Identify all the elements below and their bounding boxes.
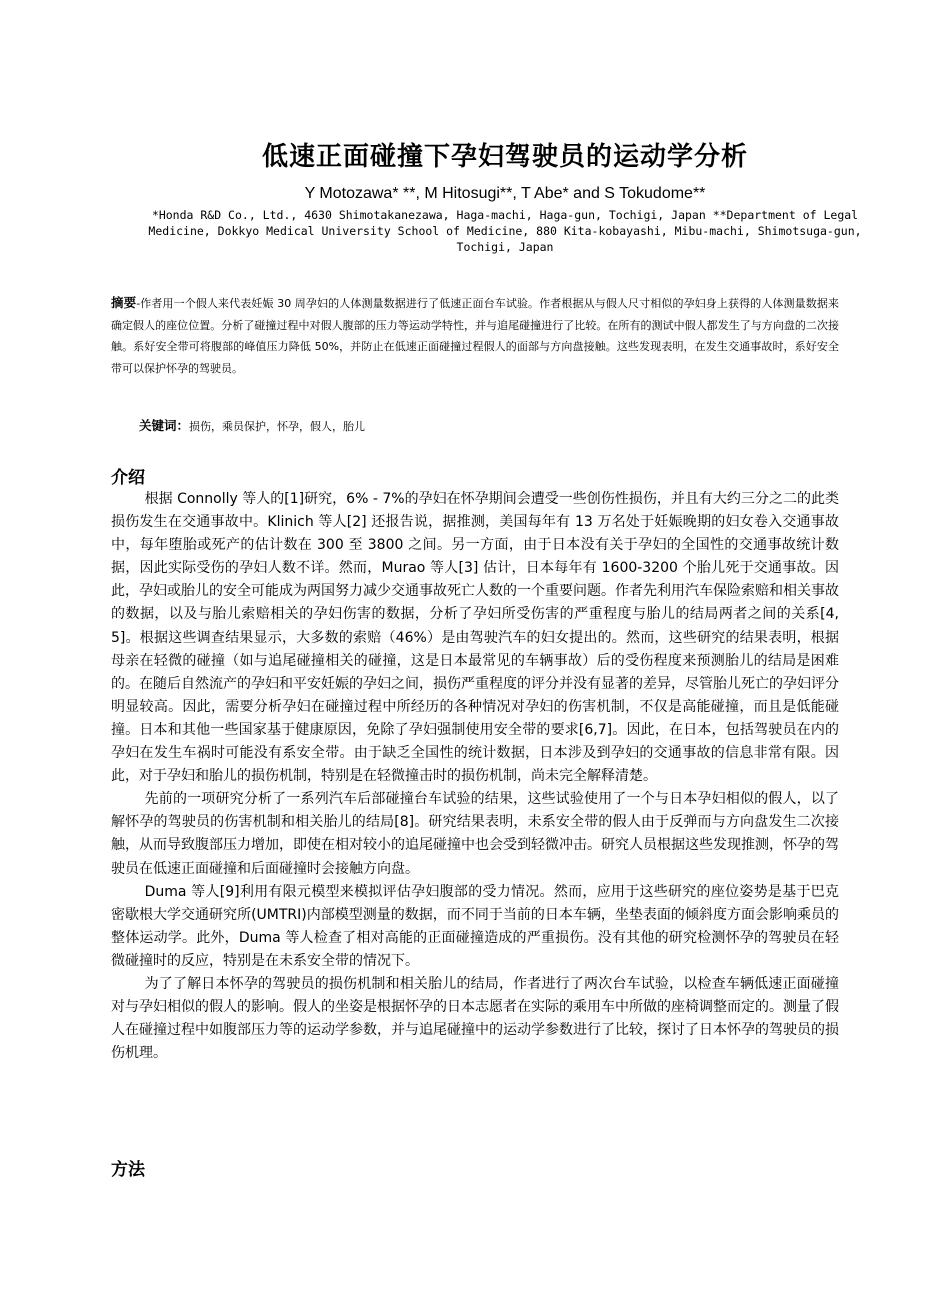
paragraph: 先前的一项研究分析了一系列汽车后部碰撞台车试验的结果，这些试验使用了一个与日本孕妇相似的假人，以了解怀孕的驾驶员的伤害机制和相关胎儿的结局[8]。研究结果表明，未系安全带的假人由于反弹而与方向盘发生二次接触，从而导致腹部压力增加，即使在相对较小的追尾碰撞中也会受到轻微冲击。研究人员根据这些发现推测，怀孕的驾驶员在低速正面碰撞和后面碰撞时会接触方向盘。 — [111, 791, 839, 877]
section-heading-introduction: 介绍 — [111, 468, 145, 488]
keywords — [139, 416, 365, 434]
paragraph: 为了了解日本怀孕的驾驶员的损伤机制和相关胎儿的结局，作者进行了两次台车试验，以检查车辆低速正面碰撞对与孕妇相似的假人的影响。假人的坐姿是根据怀孕的日本志愿者在实际的乘用车中所做的座椅调整而定的。测量了假人在碰撞过程中如腹部压力等的运动学参数，并与追尾碰撞中的运动学参数进行了比较，探讨了日本怀孕的驾驶员的损伤机理。 — [111, 975, 839, 1062]
keywords-label: 关键词： — [139, 418, 190, 433]
abstract-label: 摘要 — [111, 295, 137, 310]
affiliation: *Honda R&D Co., Ltd., 4630 Shimotakanezawa, Haga-machi, Haga-gun, Tochigi, Japan **Department of Legal Medicine, Dokkyo Medical University School of Medicine, 880 Kita-kobayashi, Mibu-machi, Shimotsuga-gun, Tochigi, Japan — [148, 208, 862, 254]
author-list: Y Motozawa* **, M Hitosugi**, T Abe* and S Tokudome** — [304, 185, 706, 202]
abstract — [111, 292, 839, 379]
abstract-text: -作者用一个假人来代表妊娠 30 周孕妇的人体测量数据进行了低速正面台车试验。作者根据从与假人尺寸相似的孕妇身上获得的人体测量数据来确定假人的座位位置。分析了碰撞过程中对假人腹部的压力等运动学特性，并与追尾碰撞进行了比较。在所有的测试中假人都发生了与方向盘的二次接触。系好安全带可将腹部的峰值压力降低 50%，并防止在低速正面碰撞过程假人的面部与方向盘接触。这些发现表明，在发生交通事故时，系好安全带可以保护怀孕的驾驶员。 — [111, 297, 839, 375]
paragraph: Duma 等人[9]利用有限元模型来模拟评估孕妇腹部的受力情况。然而，应用于这些研究的座位姿势是基于巴克密歇根大学交通研究所(UMTRI)内部模型测量的数据，而不同于当前的日本车辆，坐垫表面的倾斜度方面会影响乘员的整体运动学。此外，Duma 等人检查了相对高能的正面碰撞造成的严重损伤。没有其他的研究检测怀孕的驾驶员在轻微碰撞时的反应，特别是在未系安全带的情况下。 — [111, 883, 839, 969]
section-heading-methods: 方法 — [111, 1160, 145, 1180]
keywords-text: 损伤，乘员保护，怀孕，假人，胎儿 — [189, 420, 366, 433]
paper-title: 低速正面碰撞下孕妇驾驶员的运动学分析 — [261, 142, 748, 172]
introduction-body — [111, 488, 839, 1065]
paragraph: 根据 Connolly 等人的[1]研究，6% - 7%的孕妇在怀孕期间会遭受一些创伤性损伤，并且有大约三分之二的此类损伤发生在交通事故中。Klinich 等人[2] 还报告说，据推测，美国每年有 13 万名处于妊娠晚期的妇女卷入交通事故中，每年堕胎或死产的估计数在 300 至 3800 之间。另一方面，由于日本没有关于孕妇的全国性的交通事故统计数据，因此实际受伤的孕妇人数不详。然而，Murao 等人[3] 估计，日本每年有 1600-3200 个胎儿死于交通事故。因此，孕妇或胎儿的安全可能成为两国努力减少交通事故死亡人数的一个重要问题。作者先利用汽车保险索赔和相关事故的数据，以及与胎儿索赔相关的孕妇伤害的数据，分析了孕妇所受伤害的严重程度与胎儿的结局两者之间的关系[4, 5]。根据这些调查结果显示，大多数的索赔（46%）是由驾驶汽车的妇女提出的。然而，这些研究的结果表明，根据母亲在轻微的碰撞（如与追尾碰撞相关的碰撞，这是日本最常见的车辆事故）后的受伤程度来预测胎儿的结局是困难的。在随后自然流产的孕妇和平安妊娠的孕妇之间，损伤严重程度的评分并没有显著的差异，尽管胎儿死亡的孕妇评分明显较高。因此，需要分析孕妇在碰撞过程中所经历的各种情况对孕妇的伤害机制，不仅是高能碰撞，而且是低能碰撞。日本和其他一些国家基于健康原因，免除了孕妇强制使用安全带的要求[6,7]。因此，在日本，包括驾驶员在内的孕妇在发生车祸时可能没有系安全带。由于缺乏全国性的统计数据，日本涉及到孕妇的交通事故的信息非常有限。因此，对于孕妇和胎儿的损伤机制，特别是在轻微撞击时的损伤机制，尚未完全解释清楚。 — [111, 491, 839, 785]
